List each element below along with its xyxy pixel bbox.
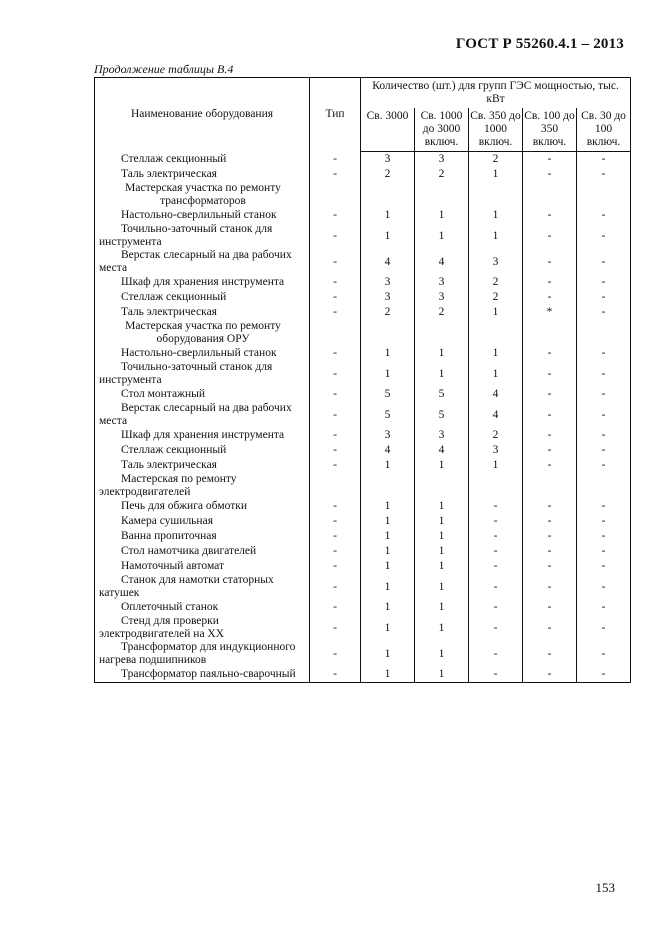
equipment-table bbox=[94, 77, 631, 683]
quantity-cell: - bbox=[523, 152, 577, 168]
quantity-cell: 2 bbox=[415, 167, 469, 182]
table-row bbox=[95, 305, 631, 320]
equipment-name-cell bbox=[95, 223, 310, 249]
quantity-cell: 3 bbox=[361, 428, 415, 443]
table-row bbox=[95, 615, 631, 641]
quantity-cell: - bbox=[523, 559, 577, 574]
empty-cell bbox=[469, 182, 523, 208]
type-cell: - bbox=[310, 208, 361, 223]
type-cell: - bbox=[310, 529, 361, 544]
quantity-cell: - bbox=[523, 641, 577, 667]
quantity-cell: - bbox=[577, 387, 631, 402]
quantity-cell: 2 bbox=[469, 290, 523, 305]
quantity-cell: - bbox=[523, 428, 577, 443]
equipment-name: Камера сушильная bbox=[121, 515, 213, 527]
equipment-name-cell bbox=[95, 574, 310, 600]
type-cell: - bbox=[310, 346, 361, 361]
quantity-cell: - bbox=[523, 290, 577, 305]
quantity-cell: - bbox=[577, 499, 631, 514]
equipment-name-cell bbox=[95, 275, 310, 290]
quantity-cell: 1 bbox=[361, 458, 415, 473]
equipment-name: Стенд для проверки электродвигателей на XX bbox=[99, 615, 225, 640]
quantity-cell: - bbox=[523, 387, 577, 402]
section-row bbox=[95, 182, 631, 208]
quantity-cell: - bbox=[523, 275, 577, 290]
equipment-name: Точильно-заточный станок для инструмента bbox=[99, 223, 273, 248]
quantity-cell: 5 bbox=[361, 387, 415, 402]
empty-cell bbox=[523, 182, 577, 208]
quantity-cell: 4 bbox=[469, 387, 523, 402]
quantity-cell: 3 bbox=[361, 290, 415, 305]
type-cell: - bbox=[310, 559, 361, 574]
type-cell: - bbox=[310, 361, 361, 387]
section-title: Мастерская участка по ремонту оборудования ОРУ bbox=[95, 320, 310, 346]
header-name: Наименование оборудования bbox=[95, 78, 310, 152]
empty-cell bbox=[577, 182, 631, 208]
quantity-cell: 2 bbox=[361, 167, 415, 182]
quantity-cell: 1 bbox=[361, 346, 415, 361]
empty-cell bbox=[469, 320, 523, 346]
quantity-cell: - bbox=[469, 574, 523, 600]
quantity-cell: 2 bbox=[469, 275, 523, 290]
quantity-cell: - bbox=[577, 615, 631, 641]
quantity-cell: 3 bbox=[469, 443, 523, 458]
quantity-cell bbox=[523, 473, 577, 499]
equipment-name-cell bbox=[95, 208, 310, 223]
equipment-name: Верстак слесарный на два рабочих места bbox=[99, 402, 292, 427]
equipment-name: Таль электрическая bbox=[121, 306, 217, 318]
quantity-cell: 1 bbox=[415, 208, 469, 223]
table-row bbox=[95, 428, 631, 443]
quantity-cell: - bbox=[523, 574, 577, 600]
table-row bbox=[95, 361, 631, 387]
empty-cell bbox=[310, 182, 361, 208]
table-row bbox=[95, 574, 631, 600]
quantity-cell: 1 bbox=[361, 529, 415, 544]
empty-cell bbox=[310, 320, 361, 346]
equipment-name-cell bbox=[95, 514, 310, 529]
header-type: Тип bbox=[310, 78, 361, 152]
equipment-name: Трансформатор для индукционного нагрева подшипников bbox=[99, 641, 296, 666]
equipment-name-cell bbox=[95, 529, 310, 544]
type-cell: - bbox=[310, 641, 361, 667]
equipment-name: Печь для обжига обмотки bbox=[121, 500, 248, 512]
quantity-cell bbox=[415, 473, 469, 499]
type-cell: - bbox=[310, 223, 361, 249]
quantity-cell: 1 bbox=[361, 600, 415, 615]
quantity-cell: - bbox=[577, 641, 631, 667]
table-row bbox=[95, 529, 631, 544]
quantity-cell: - bbox=[523, 223, 577, 249]
quantity-cell: 1 bbox=[415, 529, 469, 544]
quantity-cell: 1 bbox=[415, 346, 469, 361]
type-cell: - bbox=[310, 275, 361, 290]
quantity-cell: 3 bbox=[415, 275, 469, 290]
quantity-cell: 1 bbox=[415, 574, 469, 600]
quantity-cell: 2 bbox=[469, 152, 523, 168]
quantity-cell: 1 bbox=[361, 499, 415, 514]
equipment-name-cell bbox=[95, 361, 310, 387]
quantity-cell: 1 bbox=[415, 361, 469, 387]
header-group: Количество (шт.) для групп ГЭС мощностью, тыс. кВт bbox=[361, 78, 631, 109]
empty-cell bbox=[361, 182, 415, 208]
quantity-cell: 1 bbox=[469, 458, 523, 473]
quantity-cell: - bbox=[523, 346, 577, 361]
equipment-name: Ванна пропиточная bbox=[121, 530, 217, 542]
quantity-cell: - bbox=[577, 443, 631, 458]
quantity-cell: - bbox=[523, 167, 577, 182]
quantity-cell: 4 bbox=[361, 249, 415, 275]
equipment-name: Стеллаж секционный bbox=[121, 152, 227, 165]
quantity-cell: - bbox=[577, 208, 631, 223]
quantity-cell: - bbox=[577, 152, 631, 168]
quantity-cell: 3 bbox=[361, 275, 415, 290]
quantity-cell: - bbox=[469, 514, 523, 529]
equipment-name: Настольно-сверлильный станок bbox=[121, 209, 277, 221]
quantity-cell: 1 bbox=[361, 208, 415, 223]
quantity-cell: - bbox=[577, 458, 631, 473]
equipment-name: Стеллаж секционный bbox=[121, 444, 227, 456]
type-cell: - bbox=[310, 514, 361, 529]
equipment-name-cell bbox=[95, 249, 310, 275]
equipment-name-cell bbox=[95, 346, 310, 361]
equipment-name-cell bbox=[95, 443, 310, 458]
table-row bbox=[95, 152, 631, 168]
equipment-name: Намоточный автомат bbox=[121, 560, 224, 572]
table-row bbox=[95, 544, 631, 559]
type-cell: - bbox=[310, 667, 361, 683]
quantity-cell: 3 bbox=[415, 152, 469, 168]
quantity-cell: 1 bbox=[415, 544, 469, 559]
quantity-cell bbox=[361, 473, 415, 499]
quantity-cell: - bbox=[469, 615, 523, 641]
quantity-cell: 4 bbox=[469, 402, 523, 428]
quantity-cell: 1 bbox=[361, 615, 415, 641]
equipment-name-cell bbox=[95, 615, 310, 641]
quantity-cell: - bbox=[469, 544, 523, 559]
table-row bbox=[95, 641, 631, 667]
type-cell: - bbox=[310, 615, 361, 641]
type-cell: - bbox=[310, 458, 361, 473]
header-sub: Св. 1000 до 3000 включ. bbox=[415, 108, 469, 152]
quantity-cell: - bbox=[577, 529, 631, 544]
quantity-cell: - bbox=[577, 167, 631, 182]
quantity-cell: - bbox=[523, 529, 577, 544]
quantity-cell: 4 bbox=[361, 443, 415, 458]
section-row bbox=[95, 320, 631, 346]
quantity-cell: 2 bbox=[361, 305, 415, 320]
quantity-cell: - bbox=[523, 667, 577, 683]
equipment-name-cell bbox=[95, 600, 310, 615]
equipment-name-cell bbox=[95, 387, 310, 402]
document-code: ГОСТ Р 55260.4.1 – 2013 bbox=[455, 36, 624, 52]
equipment-name: Настольно-сверлильный станок bbox=[121, 347, 277, 359]
type-cell: - bbox=[310, 387, 361, 402]
quantity-cell: - bbox=[523, 443, 577, 458]
quantity-cell: - bbox=[577, 305, 631, 320]
type-cell: - bbox=[310, 600, 361, 615]
equipment-name-cell bbox=[95, 641, 310, 667]
quantity-cell: - bbox=[523, 600, 577, 615]
quantity-cell: 1 bbox=[415, 641, 469, 667]
quantity-cell: - bbox=[577, 290, 631, 305]
equipment-name-cell bbox=[95, 667, 310, 683]
quantity-cell: 1 bbox=[361, 361, 415, 387]
quantity-cell: - bbox=[523, 249, 577, 275]
table-row bbox=[95, 208, 631, 223]
table-row bbox=[95, 499, 631, 514]
quantity-cell: - bbox=[577, 249, 631, 275]
equipment-name: Станок для намотки статорных катушек bbox=[99, 574, 274, 599]
quantity-cell: 2 bbox=[415, 305, 469, 320]
equipment-name-cell bbox=[95, 458, 310, 473]
equipment-name: Стол монтажный bbox=[121, 388, 206, 400]
type-cell: - bbox=[310, 290, 361, 305]
quantity-cell: - bbox=[523, 458, 577, 473]
quantity-cell: 1 bbox=[361, 544, 415, 559]
table-row bbox=[95, 458, 631, 473]
type-cell: - bbox=[310, 249, 361, 275]
quantity-cell: 3 bbox=[415, 290, 469, 305]
equipment-name-cell bbox=[95, 428, 310, 443]
type-cell: - bbox=[310, 167, 361, 182]
table-row bbox=[95, 387, 631, 402]
equipment-name-cell bbox=[95, 544, 310, 559]
header-sub: Св. 100 до 350 включ. bbox=[523, 108, 577, 152]
quantity-cell: 2 bbox=[469, 428, 523, 443]
quantity-cell: - bbox=[577, 223, 631, 249]
table-row bbox=[95, 290, 631, 305]
equipment-name: Шкаф для хранения инструмента bbox=[121, 429, 285, 441]
section-title: Мастерская участка по ремонту трансформаторов bbox=[95, 182, 310, 208]
table-caption: Продолжение таблицы В.4 bbox=[94, 62, 234, 76]
equipment-name-cell bbox=[95, 152, 310, 168]
quantity-cell: - bbox=[469, 600, 523, 615]
equipment-name: Стол намотчика двигателей bbox=[121, 545, 257, 557]
type-cell: - bbox=[310, 428, 361, 443]
quantity-cell: 1 bbox=[469, 223, 523, 249]
equipment-name: Шкаф для хранения инструмента bbox=[121, 276, 285, 288]
quantity-cell: - bbox=[523, 544, 577, 559]
type-cell: - bbox=[310, 152, 361, 168]
quantity-cell: * bbox=[523, 305, 577, 320]
quantity-cell: 4 bbox=[415, 249, 469, 275]
table-row bbox=[95, 402, 631, 428]
type-cell bbox=[310, 473, 361, 499]
equipment-name-cell bbox=[95, 402, 310, 428]
quantity-cell: 1 bbox=[361, 223, 415, 249]
table-row bbox=[95, 443, 631, 458]
quantity-cell: 1 bbox=[361, 641, 415, 667]
type-cell: - bbox=[310, 574, 361, 600]
empty-cell bbox=[415, 182, 469, 208]
empty-cell bbox=[415, 320, 469, 346]
quantity-cell: - bbox=[577, 544, 631, 559]
equipment-name-cell bbox=[95, 167, 310, 182]
table-row bbox=[95, 249, 631, 275]
quantity-cell: 1 bbox=[415, 514, 469, 529]
quantity-cell: - bbox=[577, 428, 631, 443]
type-cell: - bbox=[310, 544, 361, 559]
quantity-cell: - bbox=[523, 402, 577, 428]
table-row bbox=[95, 600, 631, 615]
quantity-cell: - bbox=[469, 529, 523, 544]
quantity-cell: 1 bbox=[415, 667, 469, 683]
quantity-cell: - bbox=[523, 514, 577, 529]
empty-cell bbox=[577, 320, 631, 346]
equipment-name-cell bbox=[95, 559, 310, 574]
equipment-name: Мастерская по ремонту электродвигателей bbox=[99, 473, 237, 498]
equipment-name: Стеллаж секционный bbox=[121, 291, 227, 303]
quantity-cell: 5 bbox=[361, 402, 415, 428]
quantity-cell: - bbox=[577, 600, 631, 615]
quantity-cell: 5 bbox=[415, 402, 469, 428]
quantity-cell: - bbox=[523, 361, 577, 387]
quantity-cell: - bbox=[523, 208, 577, 223]
quantity-cell: - bbox=[469, 559, 523, 574]
equipment-name: Оплеточный станок bbox=[121, 601, 219, 613]
equipment-name-cell bbox=[95, 473, 310, 499]
quantity-cell: 1 bbox=[469, 167, 523, 182]
quantity-cell: - bbox=[469, 641, 523, 667]
quantity-cell: 1 bbox=[415, 600, 469, 615]
header-sub: Св. 3000 bbox=[361, 108, 415, 152]
page-number: 153 bbox=[595, 880, 615, 895]
quantity-cell: - bbox=[577, 574, 631, 600]
table-row bbox=[95, 473, 631, 499]
quantity-cell: - bbox=[469, 667, 523, 683]
quantity-cell: 1 bbox=[415, 615, 469, 641]
quantity-cell: 1 bbox=[361, 514, 415, 529]
equipment-name: Трансформатор паяльно-сварочный bbox=[121, 668, 296, 680]
quantity-cell: - bbox=[577, 346, 631, 361]
table-row bbox=[95, 514, 631, 529]
quantity-cell: - bbox=[523, 615, 577, 641]
quantity-cell: 1 bbox=[469, 361, 523, 387]
quantity-cell: 1 bbox=[361, 667, 415, 683]
quantity-cell: - bbox=[523, 499, 577, 514]
type-cell: - bbox=[310, 443, 361, 458]
quantity-cell: 1 bbox=[469, 305, 523, 320]
quantity-cell: 3 bbox=[415, 428, 469, 443]
equipment-name-cell bbox=[95, 290, 310, 305]
table-body bbox=[95, 152, 631, 683]
quantity-cell: 3 bbox=[469, 249, 523, 275]
quantity-cell: 1 bbox=[415, 499, 469, 514]
quantity-cell: 1 bbox=[415, 559, 469, 574]
table-row bbox=[95, 346, 631, 361]
header-sub: Св. 30 до 100 включ. bbox=[577, 108, 631, 152]
quantity-cell: 1 bbox=[469, 346, 523, 361]
quantity-cell bbox=[469, 473, 523, 499]
table-row bbox=[95, 275, 631, 290]
table-row bbox=[95, 223, 631, 249]
quantity-cell: - bbox=[577, 514, 631, 529]
header-sub: Св. 350 до 1000 включ. bbox=[469, 108, 523, 152]
quantity-cell: 1 bbox=[415, 223, 469, 249]
quantity-cell: 1 bbox=[415, 458, 469, 473]
quantity-cell: - bbox=[469, 499, 523, 514]
quantity-cell: 1 bbox=[469, 208, 523, 223]
equipment-name-cell bbox=[95, 499, 310, 514]
quantity-cell: - bbox=[577, 361, 631, 387]
quantity-cell: - bbox=[577, 559, 631, 574]
quantity-cell: 1 bbox=[361, 559, 415, 574]
quantity-cell: 3 bbox=[361, 152, 415, 168]
quantity-cell: 4 bbox=[415, 443, 469, 458]
table-row bbox=[95, 667, 631, 683]
table-row bbox=[95, 167, 631, 182]
equipment-name: Таль электрическая bbox=[121, 168, 217, 180]
table-row bbox=[95, 559, 631, 574]
quantity-cell: - bbox=[577, 667, 631, 683]
quantity-cell: - bbox=[577, 275, 631, 290]
quantity-cell: 1 bbox=[361, 574, 415, 600]
quantity-cell: - bbox=[577, 402, 631, 428]
empty-cell bbox=[361, 320, 415, 346]
equipment-name: Точильно-заточный станок для инструмента bbox=[99, 361, 273, 386]
quantity-cell: 5 bbox=[415, 387, 469, 402]
empty-cell bbox=[523, 320, 577, 346]
type-cell: - bbox=[310, 499, 361, 514]
type-cell: - bbox=[310, 402, 361, 428]
quantity-cell bbox=[577, 473, 631, 499]
type-cell: - bbox=[310, 305, 361, 320]
equipment-name: Таль электрическая bbox=[121, 459, 217, 471]
equipment-name-cell bbox=[95, 305, 310, 320]
equipment-name: Верстак слесарный на два рабочих места bbox=[99, 249, 292, 274]
